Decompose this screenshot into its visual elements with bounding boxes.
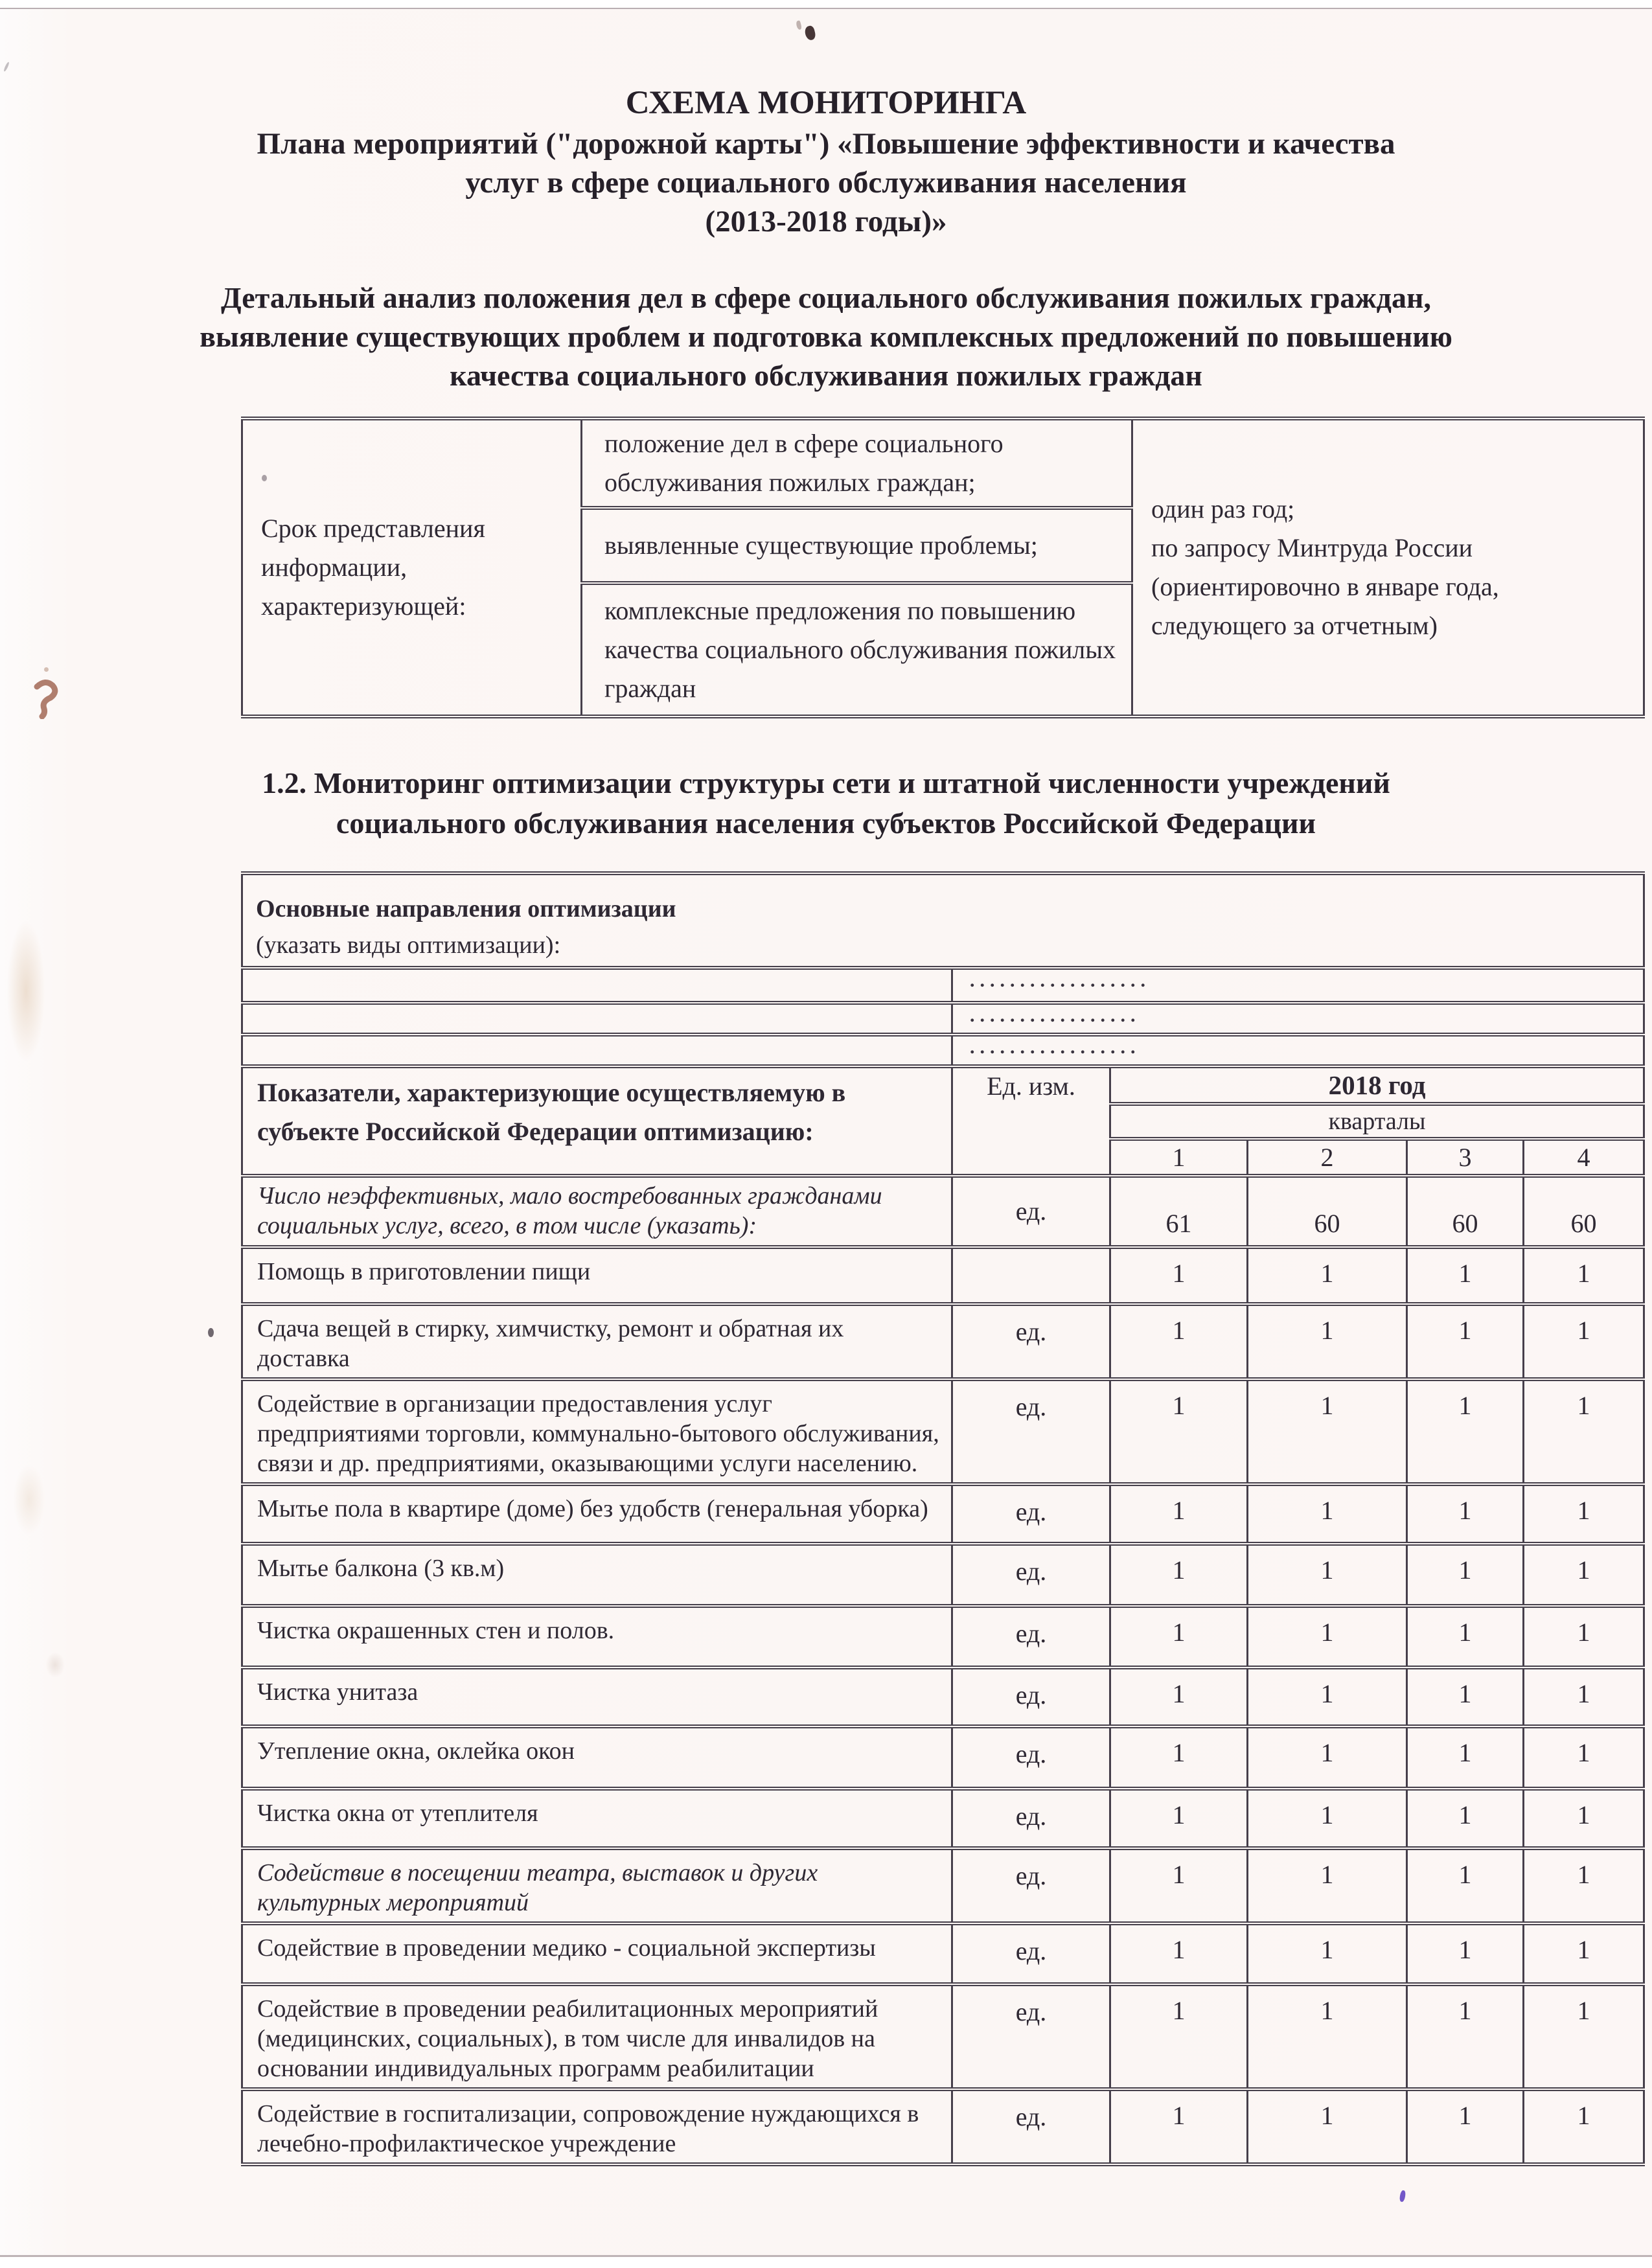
quarter-value: 1 [1110, 1726, 1248, 1789]
text-line: 1.2. Мониторинг оптимизации структуры сети и штатной численности учреждений [262, 766, 1390, 799]
indicator-label: Чистка окна от утеплителя [242, 1789, 952, 1848]
quarter-value: 1 [1248, 1544, 1407, 1606]
indicator-unit: ед. [952, 1726, 1110, 1789]
quarter-value: 1 [1407, 1726, 1524, 1789]
indicator-label: Чистка окрашенных стен и полов. [242, 1606, 952, 1667]
dotted-row [242, 968, 1644, 1003]
text-line: один раз год; [1151, 494, 1295, 523]
quarter-value: 1 [1524, 1304, 1644, 1379]
quarter-value: 1 [1524, 1726, 1644, 1789]
dotted-row-empty-cell [242, 1035, 952, 1066]
indicator-row [242, 1176, 1644, 1247]
quarter-value: 1 [1407, 1848, 1524, 1923]
text-line: (2013-2018 годы)» [705, 205, 947, 238]
quarter-value: 1 [1248, 2089, 1407, 2164]
quarter-value: 1 [1248, 1984, 1407, 2089]
quarter-value: 1 [1524, 1667, 1644, 1726]
quarter-value: 1 [1248, 1923, 1407, 1984]
indicator-label: Содействие в проведении медико - социальной экспертизы [242, 1923, 952, 1984]
indicator-row [242, 1726, 1644, 1789]
indicator-label: Помощь в приготовлении пищи [242, 1247, 952, 1304]
quarter-value: 1 [1407, 1484, 1524, 1544]
quarter-number: 1 [1110, 1139, 1248, 1176]
indicator-unit: ед. [952, 1176, 1110, 1247]
quarter-value: 1 [1524, 1923, 1644, 1984]
indicator-unit: ед. [952, 2089, 1110, 2164]
indicator-label: Мытье пола в квартире (доме) без удобств (генеральная уборка) [242, 1484, 952, 1544]
dotted-row [242, 1035, 1644, 1066]
quarter-value: 1 [1110, 1606, 1248, 1667]
quarter-value: 1 [1407, 1923, 1524, 1984]
dotted-line: ................. [952, 1035, 1644, 1066]
quarter-value: 1 [1110, 1923, 1248, 1984]
quarter-value: 1 [1110, 1789, 1248, 1848]
indicator-row [242, 1606, 1644, 1667]
indicators-column-header: Показатели, характеризующие осуществляемую в субъекте Российской Федерации оптимизацию: [242, 1066, 952, 1176]
indicator-label: Сдача вещей в стирку, химчистку, ремонт и обратная их доставка [242, 1304, 952, 1379]
indicator-label: Содействие в госпитализации, сопровождение нуждающихся в лечебно-профилактическое учреждение [242, 2089, 952, 2164]
indicator-label: Число неэффективных, мало востребованных гражданами социальных услуг, всего, в том числе (указать): [242, 1176, 952, 1247]
text-line: СХЕМА МОНИТОРИНГА [625, 85, 1027, 121]
indicator-row [242, 1984, 1644, 2089]
indicator-row [242, 1848, 1644, 1923]
quarter-value: 1 [1110, 1848, 1248, 1923]
indicator-row [242, 1247, 1644, 1304]
document-title [0, 82, 1652, 241]
indicator-row [242, 1923, 1644, 1984]
quarter-value: 1 [1524, 1247, 1644, 1304]
analysis-heading [0, 279, 1652, 395]
quarter-value: 1 [1407, 2089, 1524, 2164]
quarter-value: 1 [1248, 1726, 1407, 1789]
indicator-unit: ед. [952, 1484, 1110, 1544]
text-line: социального обслуживания населения субъектов Российской Федерации [336, 807, 1316, 840]
quarter-value: 1 [1524, 1379, 1644, 1484]
quarter-value: 1 [1524, 1848, 1644, 1923]
terms-period-label: Срок представления информации, характеризующей: [242, 418, 582, 716]
terms-item-1: положение дел в сфере социального обслуживания пожилых граждан; [582, 418, 1132, 508]
indicator-row [242, 1544, 1644, 1606]
text-line: выявление существующих проблем и подготовка комплексных предложений по повышению [200, 320, 1452, 353]
directions-row [242, 873, 1644, 968]
indicator-row [242, 1667, 1644, 1726]
directions-title: Основные направления оптимизации [256, 895, 676, 922]
indicator-unit: ед. [952, 1304, 1110, 1379]
quarter-number: 2 [1248, 1139, 1407, 1176]
quarter-value: 60 [1407, 1176, 1524, 1247]
quarter-value: 1 [1110, 1984, 1248, 2089]
text-line: следующего за отчетным) [1151, 611, 1438, 640]
quarter-value: 1 [1110, 1379, 1248, 1484]
quarter-value: 1 [1407, 1379, 1524, 1484]
quarter-value: 1 [1524, 1484, 1644, 1544]
quarter-value: 1 [1248, 1606, 1407, 1667]
indicator-row [242, 1484, 1644, 1544]
quarter-value: 1 [1110, 1544, 1248, 1606]
indicator-label: Содействие в проведении реабилитационных мероприятий (медицинских, социальных), в том числе для инвалидов на основании индивидуальных программ реабилитации [242, 1984, 952, 2089]
dust-speck [262, 475, 267, 481]
quarter-value: 1 [1110, 1247, 1248, 1304]
indicator-unit: ед. [952, 1606, 1110, 1667]
optimization-table [241, 871, 1645, 2166]
quarter-value: 1 [1248, 1789, 1407, 1848]
indicator-unit: ед. [952, 1667, 1110, 1726]
dotted-row [242, 1003, 1644, 1035]
text-line: по запросу Минтруда России [1151, 533, 1473, 562]
quarter-number: 4 [1524, 1139, 1644, 1176]
quarter-value: 1 [1407, 1789, 1524, 1848]
year-header: 2018 год [1110, 1066, 1644, 1104]
text-line: качества социального обслуживания пожилых граждан [450, 359, 1202, 392]
indicator-label: Утепление окна, оклейка окон [242, 1726, 952, 1789]
quarter-value: 1 [1407, 1606, 1524, 1667]
quarter-value: 1 [1407, 1667, 1524, 1726]
quarter-value: 1 [1110, 2089, 1248, 2164]
dotted-row-empty-cell [242, 1003, 952, 1035]
text-line: Детальный анализ положения дел в сфере социального обслуживания пожилых граждан, [221, 281, 1431, 314]
dust-speck [208, 1328, 214, 1337]
dust-speck [44, 667, 49, 672]
indicator-label: Мытье балкона (3 кв.м) [242, 1544, 952, 1606]
dotted-line: ................. [952, 1003, 1644, 1035]
indicator-unit: ед. [952, 1379, 1110, 1484]
indicator-label: Содействие в посещении театра, выставок и других культурных мероприятий [242, 1848, 952, 1923]
terms-frequency [1132, 418, 1644, 716]
quarter-value: 1 [1407, 1544, 1524, 1606]
indicator-unit: ед. [952, 1789, 1110, 1848]
text-line: услуг в сфере социального обслуживания населения [465, 166, 1187, 200]
terms-table [241, 417, 1645, 718]
quarter-value: 1 [1248, 1379, 1407, 1484]
indicator-unit: ед. [952, 1984, 1110, 2089]
quarter-value: 1 [1524, 2089, 1644, 2164]
quarter-value: 1 [1407, 1247, 1524, 1304]
unit-column-header: Ед. изм. [952, 1066, 1110, 1176]
indicator-unit: ед. [952, 1923, 1110, 1984]
quarter-value: 1 [1248, 1667, 1407, 1726]
quarter-value: 1 [1110, 1484, 1248, 1544]
indicator-label: Чистка унитаза [242, 1667, 952, 1726]
indicator-row [242, 1789, 1644, 1848]
table-header-row [242, 1066, 1644, 1104]
rust-hook-mark [32, 679, 61, 719]
quarter-value: 1 [1248, 1848, 1407, 1923]
indicator-unit [952, 1247, 1110, 1304]
indicator-row [242, 1379, 1644, 1484]
text-line: Плана мероприятий ("дорожной карты") «Повышение эффективности и качества [257, 127, 1395, 161]
indicator-label: Содействие в организации предоставления услуг предприятиями торговли, коммунально-бытового обслуживания, связи и др. предприятиями, оказывающими услуги населению. [242, 1379, 952, 1484]
quarter-value: 1 [1248, 1304, 1407, 1379]
quarter-value: 1 [1110, 1667, 1248, 1726]
quarter-value: 61 [1110, 1176, 1248, 1247]
quarter-number: 3 [1407, 1139, 1524, 1176]
quarter-value: 1 [1407, 1304, 1524, 1379]
quarter-value: 1 [1248, 1247, 1407, 1304]
indicator-unit: ед. [952, 1544, 1110, 1606]
dotted-line: .................. [952, 968, 1644, 1003]
quarter-value: 1 [1407, 1984, 1524, 2089]
terms-item-3: комплексные предложения по повышению качества социального обслуживания пожилых граждан [582, 583, 1132, 716]
quarter-value: 1 [1110, 1304, 1248, 1379]
quarter-value: 1 [1524, 1606, 1644, 1667]
terms-item-2: выявленные существующие проблемы; [582, 508, 1132, 583]
quarter-value: 1 [1524, 1544, 1644, 1606]
indicator-row [242, 2089, 1644, 2164]
directions-note: (указать виды оптимизации): [256, 932, 561, 959]
quarter-value: 60 [1524, 1176, 1644, 1247]
terms-row [242, 418, 1644, 508]
quarter-value: 1 [1524, 1789, 1644, 1848]
indicator-row [242, 1304, 1644, 1379]
directions-cell [242, 873, 1644, 968]
indicator-rows [242, 1176, 1644, 2164]
quarters-label: кварталы [1110, 1104, 1644, 1139]
section-1-2-heading [0, 763, 1652, 843]
text-line: (ориентировочно в январе года, [1151, 572, 1499, 601]
quarter-value: 60 [1248, 1176, 1407, 1247]
dotted-row-empty-cell [242, 968, 952, 1003]
indicator-unit: ед. [952, 1848, 1110, 1923]
quarter-value: 1 [1524, 1984, 1644, 2089]
quarter-value: 1 [1248, 1484, 1407, 1544]
